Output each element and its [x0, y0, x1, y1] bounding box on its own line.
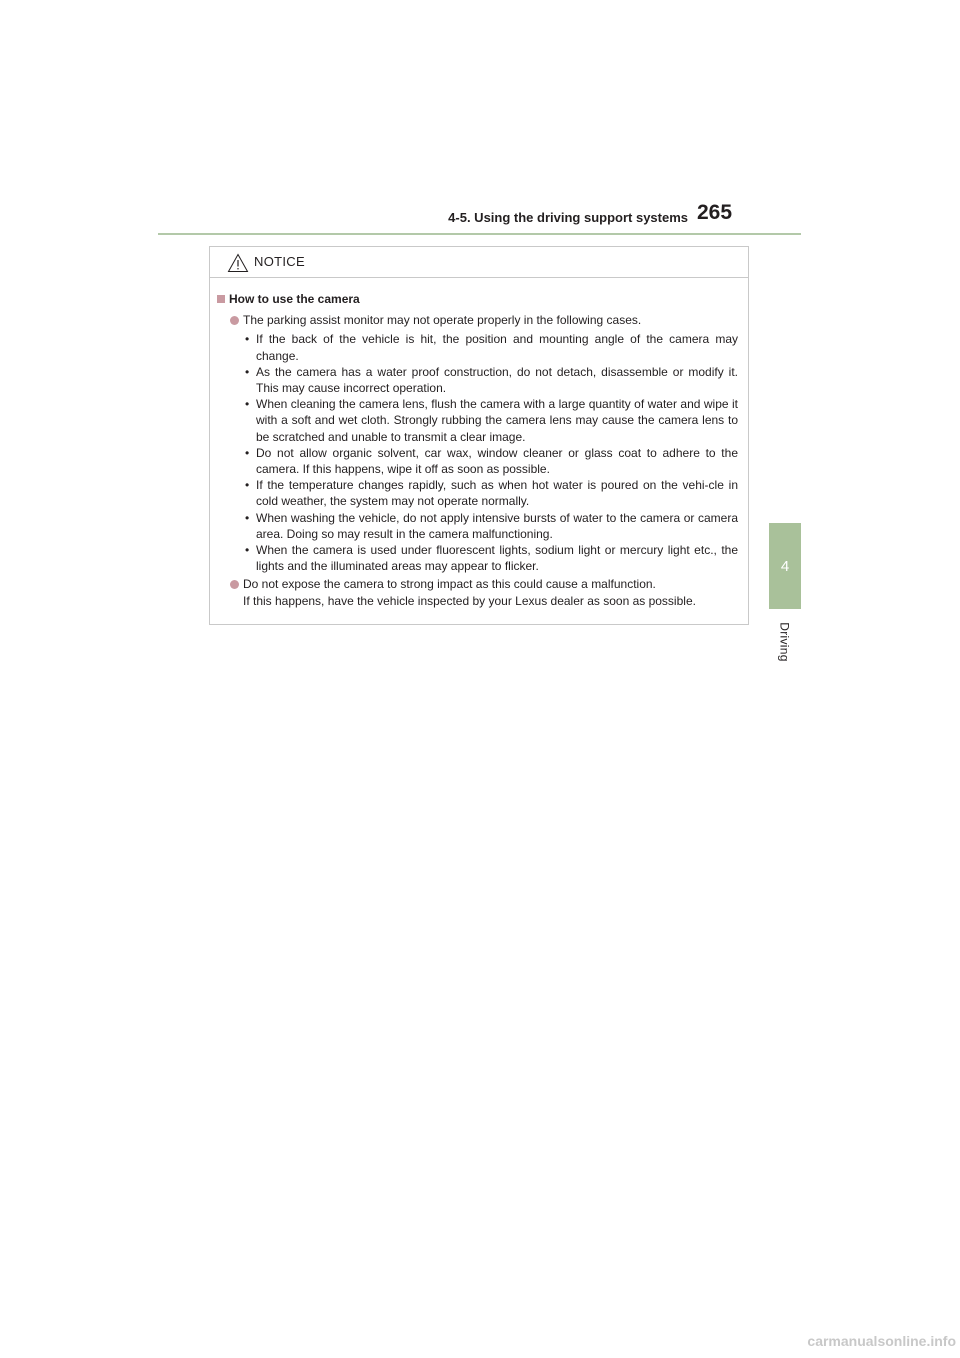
dot-bullet-icon: • — [245, 364, 250, 379]
warning-triangle-icon — [227, 253, 249, 273]
notice-box — [209, 246, 749, 625]
chapter-label: Driving — [778, 622, 793, 662]
sub-list-item — [210, 542, 738, 574]
sub-list-item — [210, 477, 738, 509]
header-divider — [158, 233, 801, 235]
sub-list-item-text: If the back of the vehicle is hit, the position and mounting angle of the camera may change. — [256, 332, 738, 363]
sub-list — [210, 331, 738, 574]
square-bullet-icon — [217, 295, 225, 303]
sub-list-item-text: When cleaning the camera lens, flush the camera with a large quantity of water and wipe it with a soft and wet cloth. Strongly rubbing the camera lens may cause the camera lens to be scratched and unable to transmit a clear image. — [256, 397, 738, 444]
circle-bullet-icon — [230, 580, 239, 589]
sub-list-item-text: If the temperature changes rapidly, such as when hot water is poured on the vehi-cle in cold weather, the system may not operate normally. — [256, 478, 738, 509]
sub-list-item — [210, 364, 738, 396]
sub-list-item — [210, 510, 738, 542]
list-item — [210, 312, 738, 328]
sub-list-item-text: When washing the vehicle, do not apply intensive bursts of water to the camera or camera area. Doing so may result in the camera malfunctioning. — [256, 510, 738, 541]
sub-list-item-text: Do not allow organic solvent, car wax, window cleaner or glass coat to adhere to the camera. If this happens, wipe it off as soon as possible. — [256, 445, 738, 477]
section-heading — [210, 291, 738, 307]
list-item-text-continued: If this happens, have the vehicle inspected by your Lexus dealer as soon as possible. — [243, 593, 696, 608]
list-item-text: Do not expose the camera to strong impact as this could cause a malfunction. — [243, 577, 656, 592]
notice-body — [210, 278, 748, 609]
section-title: 4-5. Using the driving support systems — [448, 210, 688, 225]
sub-list-item — [210, 331, 738, 363]
sub-list-item-text: When the camera is used under fluorescent lights, sodium light or mercury light etc., the lights and the illuminated areas may appear to flicker. — [256, 543, 738, 574]
chapter-number: 4 — [780, 557, 790, 575]
dot-bullet-icon: • — [245, 332, 250, 347]
section-heading-text: How to use the camera — [229, 292, 360, 306]
notice-header — [210, 247, 748, 278]
chapter-tab — [769, 523, 801, 609]
watermark: carmanualsonline.info — [807, 1333, 956, 1349]
dot-bullet-icon: • — [245, 397, 250, 412]
sub-list-item-text: As the camera has a water proof construction, do not detach, disassemble or modify it. This may cause incorrect operation. — [256, 364, 738, 396]
chapter-label-container — [769, 612, 801, 672]
list-item — [210, 576, 738, 608]
circle-bullet-icon — [230, 316, 239, 325]
list-item-text: The parking assist monitor may not operate properly in the following cases. — [243, 313, 642, 328]
sub-list-item — [210, 445, 738, 477]
dot-bullet-icon: • — [245, 478, 250, 493]
notice-title: NOTICE — [254, 254, 305, 269]
dot-bullet-icon: • — [245, 510, 250, 525]
sub-list-item — [210, 396, 738, 445]
dot-bullet-icon: • — [245, 445, 250, 460]
page-number: 265 — [697, 201, 733, 224]
dot-bullet-icon: • — [245, 543, 250, 558]
